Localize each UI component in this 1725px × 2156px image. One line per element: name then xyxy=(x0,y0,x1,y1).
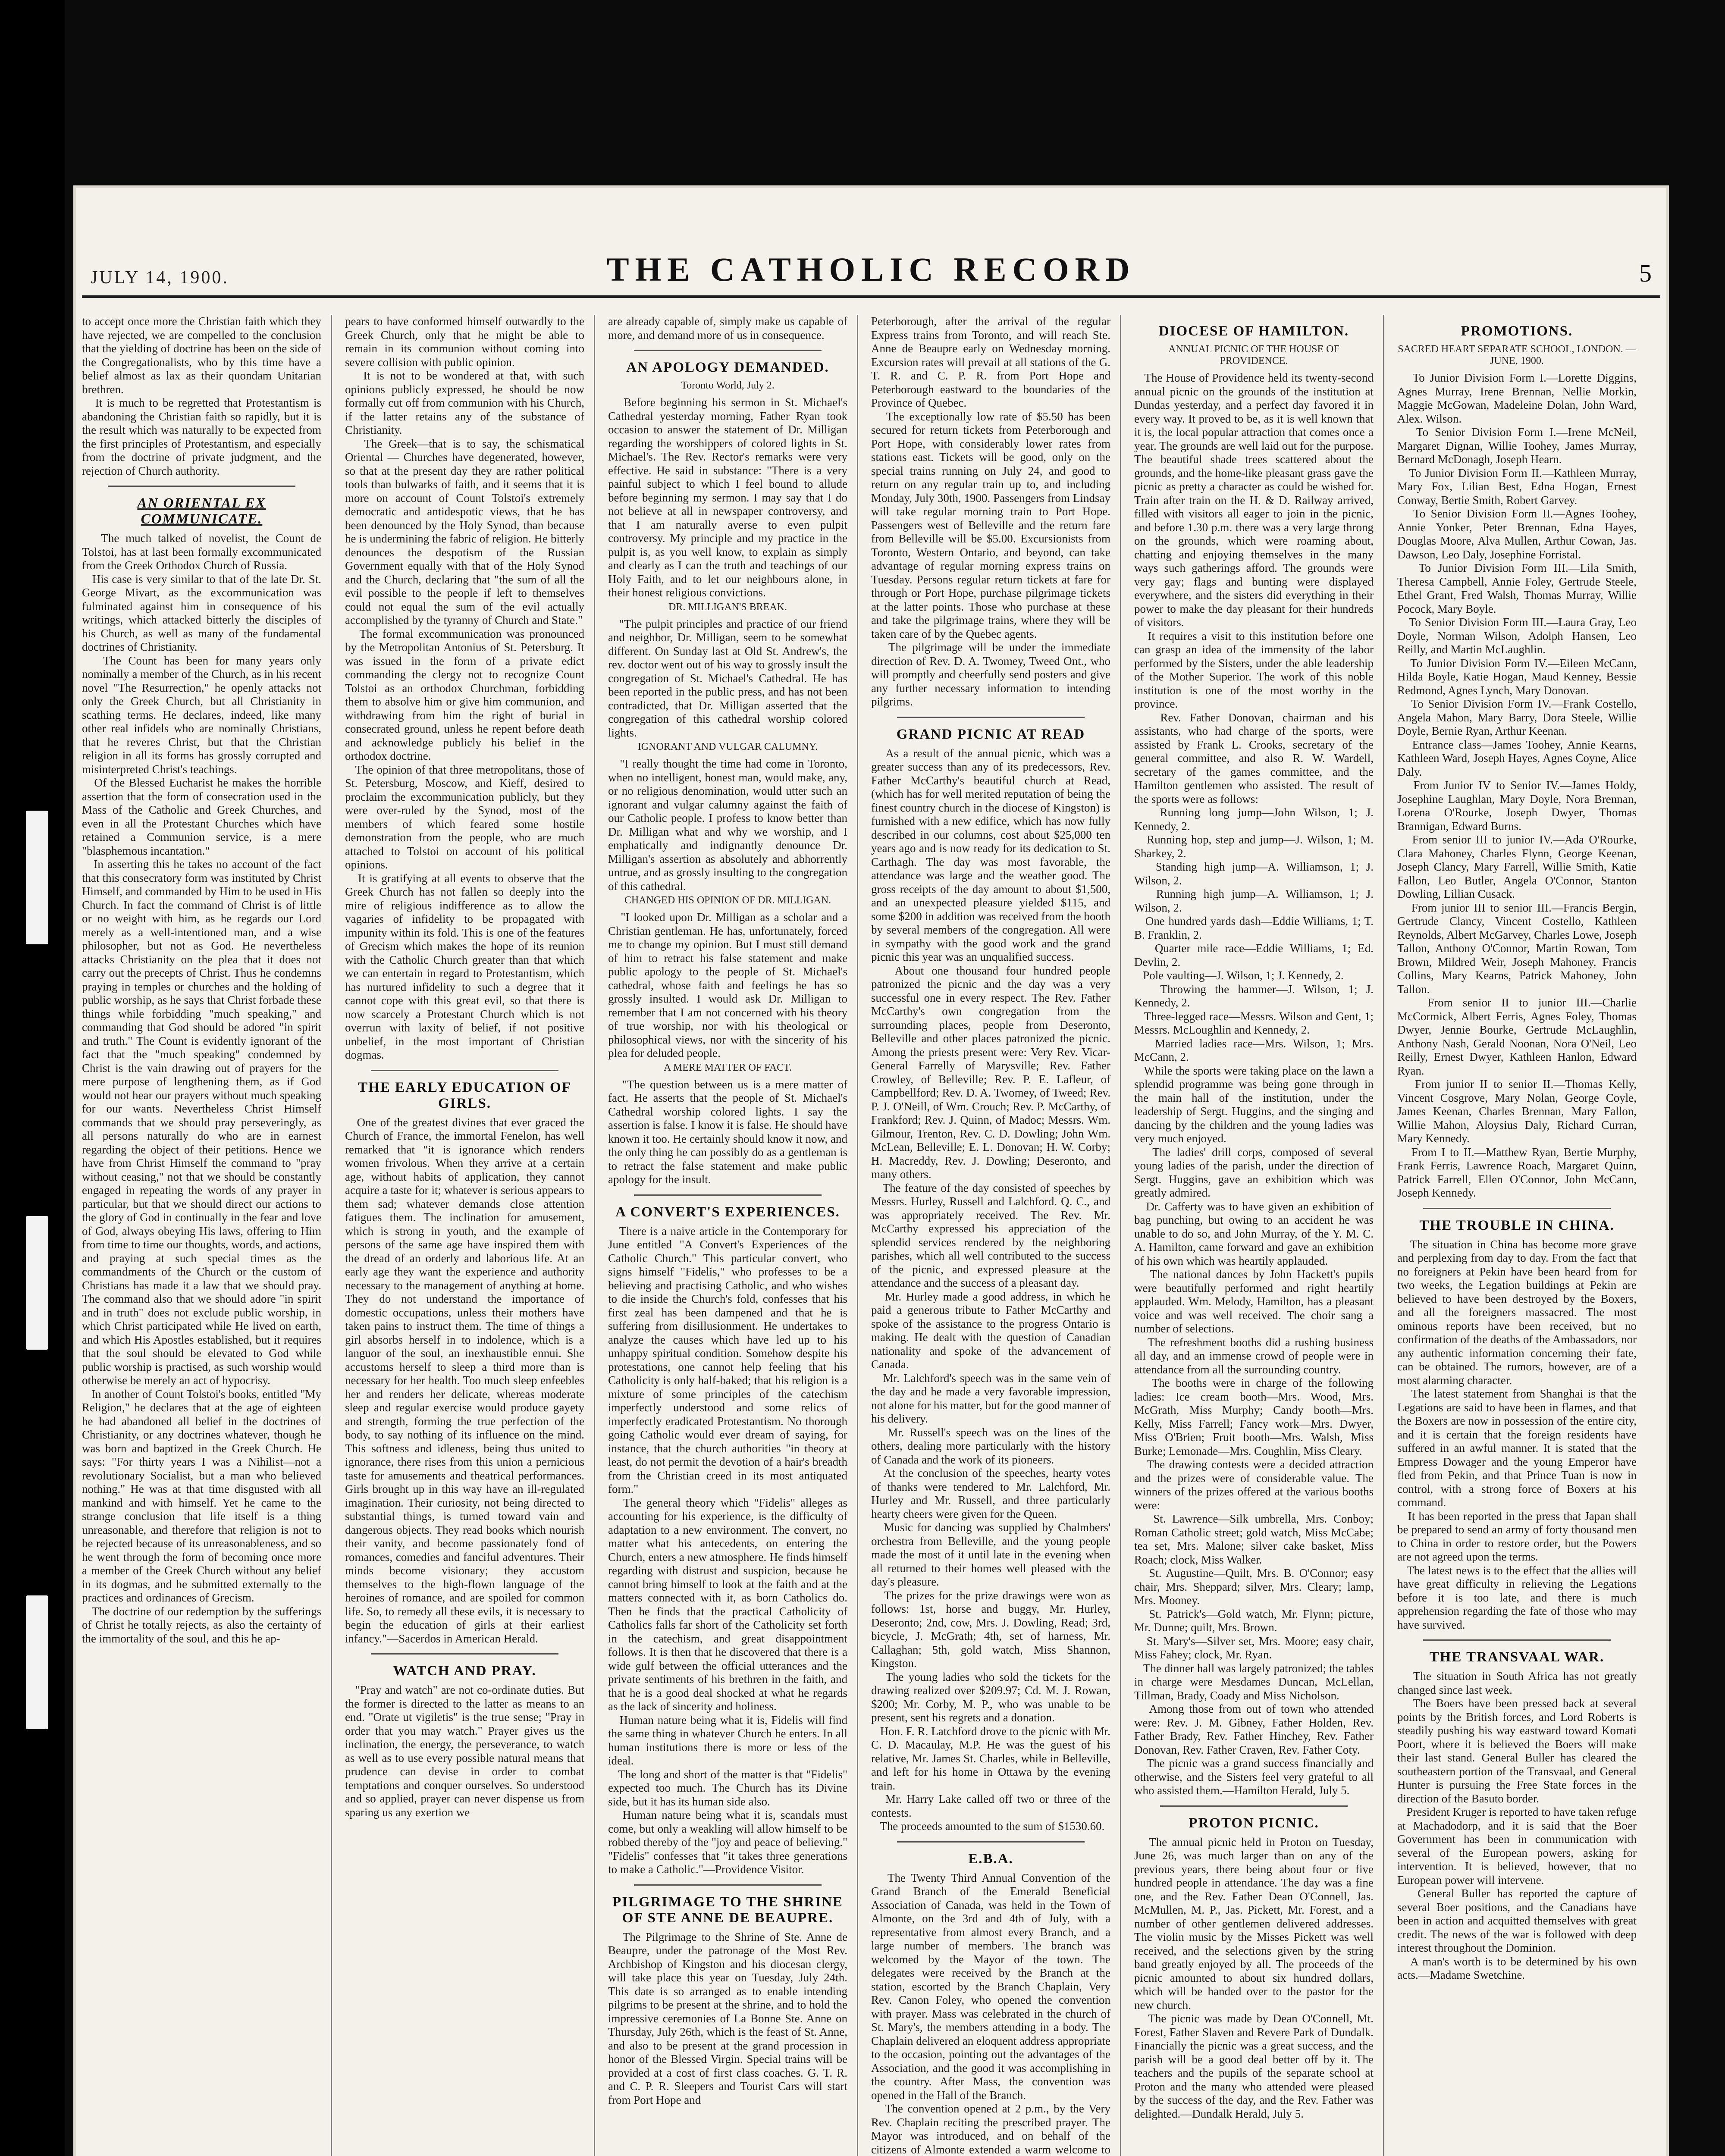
column-2 xyxy=(345,315,587,2156)
article-body: The annual picnic held in Proton on Tuesday, June 26, was much larger than on any of the previous years, there being about four or five hundred people in attendance. The day was a fine one, and the Rev. Father Dean O'Connell, Jas. McMullen, M. P., Jas. Pickett, Mr. Forest, and a number of other gentlemen delivered addresses. The violin music by the Misses Pickett was well received, and the selections given by the string band greatly enjoyed by all. The proceeds of the picnic amounted to about six hundred dollars, which will be handed over to the pastor for the new church. The picnic was made by Dean O'Connell, Mt. Forest, Father Slaven and Revere Park of Dundalk. Financially the picnic was a great success, and the parish will be a good deal better off by it. The teachers and the pupils of the separate school at Proton and the many who attended were pleased by the success of the day, and the Rev. Father was delighted.—Dundalk Herald, July 5. xyxy=(1134,1835,1374,2120)
article-subheading: SACRED HEART SEPARATE SCHOOL, LONDON. — JUNE, 1900. xyxy=(1398,344,1636,367)
article-headline: E.B.A. xyxy=(968,1851,1013,1867)
article-headline: PROMOTIONS. xyxy=(1461,323,1573,339)
article-separator xyxy=(897,1841,1085,1843)
article-body: The situation in China has become more grave and perplexing from day to day. From the fact that no foreigners at Pekin have been heard from for two weeks, the Legation buildings at Pekin are believed to have been destroyed by the Boxers, and all the foreigners massacred. The most ominous reports have been received, but no confirmation of the deaths of the Ambassadors, nor any authentic information concerning their fate, can be obtained. The rumors, however, are of a most alarming character. The latest statement from Shanghai is that the Legations are said to have been in flames, and that the Boxers are now in possession of the entire city, and it is certain that the foreign residents have suffered in an awful manner. It is stated that the Empress Dowager and the young Emperor have fled from Pekin, and that Prince Tuan is now in control, with a strong force of Boxers at his command. It has been reported in the press that Japan shall be prepared to send an army of forty thousand men to China in order to restore order, but the Powers are not agreed upon the terms. The latest news is to the effect that the allies will have great difficulty in relieving the Legations before it is too late, and there is much apprehension regarding the fate of those who may have survived. xyxy=(1397,1238,1637,1631)
article-body: "Pray and watch" are not co-ordinate duties. But the former is directed to the latter as means to an end. "Orate ut vigiletis" is the true sense; "Pray in order that you may watch." Prayer gives us the inclination, the energy, the perseverance, to watch as well as to use every possible natural means that prudence can devise in order to combat temptations and conquer ourselves. So understood and so applied, prayer can never dispense us from sparing us any exertion we xyxy=(345,1683,587,1819)
article-body: To Junior Division Form I.—Lorette Diggins, Agnes Murray, Irene Brennan, Nellie Morkin, Maggie McGowan, Madeleine Dolan, John Ward, Alex. Wilson. To Senior Division Form I.—Irene McNeil, Margaret Dignan, Willie Toohey, James Murray, Bernard McDonagh, Joseph Hearn. To Junior Division Form II.—Kathleen Murray, Mary Fox, Lilian Best, Edna Hogan, Ernest Conway, Bertie Smith, Robert Garvey. To Senior Division Form II.—Agnes Toohey, Annie Yonker, Peter Brennan, Edna Hayes, Douglas Moore, Alva Mullen, Arthur Cowan, Jas. Dawson, Leo Daly, Josephine Forristal. To Junior Division Form III.—Lila Smith, Theresa Campbell, Annie Foley, Gertrude Steele, Ethel Grant, Fred Walsh, Thomas Murray, Willie Pocock, Mary Boyle. To Senior Division Form III.—Laura Gray, Leo Doyle, Norman Wilson, Adolph Hansen, Leo Reilly, and Martin McLaughlin. To Junior Division Form IV.—Eileen McCann, Hilda Boyle, Katie Hogan, Maud Kenney, Bessie Redmond, Agnes Lynch, Mary Donovan. To Senior Division Form IV.—Frank Costello, Angela Mahon, Mary Barry, Dora Steele, Willie Doyle, Bernie Ryan, Arthur Keenan. Entrance class—James Toohey, Annie Kearns, Kathleen Ward, Joseph Hayes, Agnes Coyne, Alice Daly. From Junior IV to Senior IV.—James Holdy, Josephine Laughlan, Mary Doyle, Nora Brennan, Lorena O'Rourke, Joseph Dwyer, Thomas Brannigan, Edward Burns. From senior III to junior IV.—Ada O'Rourke, Clara Mahoney, Charles Flynn, George Keenan, Joseph Clancy, Mary Farrell, Willie Smith, Katie Fallon, Leo Butler, Angela O'Connor, Stanton Dowling, Lillian Cusack. From junior III to senior III.—Francis Bergin, Gertrude Clancy, Vincent Costello, Kathleen Reynolds, Albert McGarvey, Charles Lowe, Joseph Tallon, Anthony O'Connor, Martin Rowan, Tom Brown, Mildred Weir, Joseph Mahoney, Francis Collins, Mary Kearns, Patrick Mahoney, John Tallon. From senior II to junior III.—Charlie McCormick, Albert Ferris, Agnes Foley, Thomas Dwyer, Jennie Bourke, Gertrude McLaughlin, Anthony Nash, Gerald Noonan, Nora O'Neil, Leo Reilly, Ernest Dwyer, Kathleen Hanlon, Edward Ryan. From junior II to senior II.—Thomas Kelly, Vincent Cosgrove, Mary Nolan, George Coyle, James Keenan, Charles Brennan, Mary Fallon, Willie Mahon, Aloysius Daly, Richard Curran, Mary Kennedy. From I to II.—Matthew Ryan, Bertie Murphy, Frank Ferris, Lawrence Roach, Margaret Quinn, Patrick Farrell, Ellen O'Connor, John McCann, Joseph Kennedy. xyxy=(1397,371,1637,1199)
article-headline: GRAND PICNIC AT READ xyxy=(896,726,1085,742)
masthead-title: THE CATHOLIC RECORD xyxy=(606,251,1136,288)
scan-border xyxy=(0,0,65,2156)
article-separator xyxy=(1423,1208,1611,1209)
article-subheading: DR. MILLIGAN'S BREAK. xyxy=(668,601,787,613)
article-headline: PROTON PICNIC. xyxy=(1189,1815,1319,1831)
article-body: "I looked upon Dr. Milligan as a scholar and a Christian gentleman. He has, unfortunately, forced me to change my opinion. But I must still demand of him to retract his false statement and make public apology to the people of St. Michael's cathedral, whose faith and feelings he has so grossly insulted. I would ask Dr. Milligan to remember that I am not concerned with his theory of true worship, nor with his theological or philosophical views, nor with the sincerity of his plea for deluded people. xyxy=(608,911,850,1059)
issue-date: JULY 14, 1900. xyxy=(91,268,229,288)
article-separator xyxy=(897,717,1085,718)
article-headline: THE TRANSVAAL WAR. xyxy=(1429,1649,1605,1665)
article-separator xyxy=(371,1070,558,1071)
column-3 xyxy=(608,315,850,2156)
article-body: Before beginning his sermon in St. Michael's Cathedral yesterday morning, Father Ryan took occasion to answer the statement of Dr. Milligan regarding the worshippers of colored lights in St. Michael's. The Rev. Rector's remarks were very effective. He said in substance: "There is a very painful subject to which I feel bound to allude before beginning my sermon. I may say that I do not believe at all in newspaper controversy, and that I am naturally averse to even pulpit controversy. My principle and my practice in the pulpit is, as you well know, to explain as simply and clearly as I can the truth and teachings of our Holy Faith, and to let our neighbours alone, in their honest religious convictions. xyxy=(608,396,850,599)
column-1 xyxy=(82,315,321,2156)
column-6 xyxy=(1397,315,1637,2156)
column-divider xyxy=(1383,315,1384,2156)
column-4 xyxy=(871,315,1110,2156)
article-headline: A CONVERT'S EXPERIENCES. xyxy=(615,1204,840,1220)
article-body: "The question between us is a mere matter of fact. He asserts that the people of St. Michael's Cathedral worship colored lights. I say the assertion is false. I know it is false. He should have known it too. He certainly should know it now, and the only thing he can possibly do as a gentleman is to retract the false statement and make public apology for the insult. xyxy=(608,1078,850,1186)
article-subheading: Toronto World, July 2. xyxy=(681,380,775,391)
article-body: The Twenty Third Annual Convention of the Grand Branch of the Emerald Beneficial Association of Canada, was held in the Town of Almonte, on the 3rd and 4th of July, with a representative from almost every Branch, and a large number of members. The branch was welcomed by the Mayor of the town. The delegates were received by the Branch at the station, escorted by the Branch Chaplain, Very Rev. Canon Foley, who opened the convention with prayer. Mass was celebrated in the church of St. Mary's, the members attending in a body. The Chaplain delivered an eloquent address appropriate to the occasion, pointing out the advantages of the Association, and the good it was accomplishing in the country. After Mass, the convention was opened in the Hall of the Branch. The convention opened at 2 p.m., by the Very Rev. Chaplain reciting the prescribed prayer. The Mayor was introduced, and on behalf of the citizens of Almonte extended a warm welcome to xyxy=(871,1871,1110,2156)
article-body: are already capable of, simply make us capable of more, and demand more of us in consequence. xyxy=(608,315,850,342)
column-5 xyxy=(1134,315,1374,2156)
article-body: "The pulpit principles and practice of our friend and neighbor, Dr. Milligan, seem to be somewhat different. On Sunday last at Old St. Andrew's, the rev. doctor went out of his way to grossly insult the congregation of St. Michael's Cathedral. He has been reported in the public press, and has not been contradicted, that Dr. Milligan asserted that the congregation of this cathedral worship colored lights. xyxy=(608,617,850,739)
article-body: pears to have conformed himself outwardly to the Greek Church, only that he might be able to remain in its communion without coming into severe collision with public opinion. It is not to be wondered at that, with such opinions publicly expressed, he should be now formally cut off from communion with his Church, if the latter retains any of the substance of Christianity. The Greek—that is to say, the schismatical Oriental — Churches have degenerated, however, so that at the present day they are rather political tools than bulwarks of faith, and it seems that it is more on account of Count Tolstoi's extremely democratic and antidespotic views, that he has been denounced by the Holy Synod, than because he is undermining the fabric of religion. He bitterly denounces the despotism of the Russian Government equally with that of the Holy Synod and the Church, declaring that "the sum of all the evil possible to the people if left to themselves could not equal the sum of the evil actually accomplished by the tyranny of Church and State." The formal excommunication was pronounced by the Metropolitan Antonius of St. Petersburg. It was issued in the form of a private edict commanding the clergy not to recognize Count Tolstoi as an orthodox Churchman, forbidding them to absolve him or give him communion, and withdrawing from him the right of burial in consecrated ground, unless he repent before death and acknowledge publicly his belief in the orthodox doctrine. The opinion of that three metropolitans, those of St. Petersburg, Moscow, and Kieff, desired to proclaim the excommunication publicly, but they were over-ruled by the Synod, most of the members of which feared some hostile demonstration from the people, who are much attached to Tolstoi on account of his political opinions. It is gratifying at all events to observe that the Greek Church has not fallen so deeply into the mire of religious indifference as to allow the vagaries of infidelity to be propagated with impunity within its fold. This is one of the features of Grecism which makes the hope of its reunion with the Catholic Church greater than that which we can entertain in regard to Protestantism, which has nurtured infidelity to such a degree that it cannot cope with this great evil, so that there is now scarcely a Protestant Church which is not overrun with laxity of belief, if not positive unbelief, in the most important of Christian dogmas. xyxy=(345,315,585,1061)
newspaper-page xyxy=(73,185,1669,2156)
article-headline: AN APOLOGY DEMANDED. xyxy=(626,360,829,375)
article-body: "I really thought the time had come in Toronto, when no intelligent, honest man, would make, any, or no religious denomination, would utter such an ignorant and vulgar calumny against the faith of our Catholic people. I profess to know better than Dr. Milligan what and why we worship, and I emphatically and indignantly denounce Dr. Milligan's assertion as absolutely and abhorrently untrue, and as grossly insulting to the congregation of this cathedral. xyxy=(608,757,850,893)
article-subheading: IGNORANT AND VULGAR CALUMNY. xyxy=(637,741,818,752)
article-body: As a result of the annual picnic, which was a greater success than any of its predecessors, Rev. Father McCarthy's beautiful church at Read, (which has for well merited reputation of being the finest country church in the diocese of Kingston) is furnished with a new edifice, which has now fully described in our columns, cost about $25,000 ten years ago and is now ready for its dedication to St. Carthagh. The day was most favorable, the attendance was large and the weather good. The gross receipts of the day amount to about $1,500, and an unexpected pleasure yielded $115, and some $200 in addition was received from the booth by several members of the congregation. All were in sympathy with the good work and the grand picnic this year was an unqualified success. About one thousand four hundred people patronized the picnic and the day was a very successful one in every respect. The Rev. Father McCarthy's own congregation from the surrounding places, people from Deseronto, Belleville and other places patronized the picnic. Among the priests present were: Very Rev. Vicar-General Farrelly of Marysville; Rev. Father Crowley, of Belleville; Rev. P. E. Lafleur, of Campbellford; Rev. D. A. Twomey, of Tweed; Rev. P. J. O'Neill, of Wm. Crouch; Rev. P. McCarthy, of Frankford; Rev. J. Quinn, of Madoc; Messrs. Wm. Gilmour, Trenton, Rev. C. D. Dowling; John Wm. McLean, Belleville; E. L. Donovan; H. W. Corby; H. Macreddy, Rev. J. Dowling; Deseronto, and many others. The feature of the day consisted of speeches by Messrs. Hurley, Russell and Lalchford. Q. C., and was appropriately received. The Rev. Mr. McCarthy expressed his appreciation of the splendid services rendered by the neighboring parishes, which all well contributed to the success of the picnic, and expressed pleasure at the attendance and the success of a pleasant day. Mr. Hurley made a good address, in which he paid a generous tribute to Father McCarthy and spoke of the assistance to the progress Ontario is making. He dealt with the question of Canadian nationality and spoke of the advancement of Canada. Mr. Lalchford's speech was in the same vein of the day and he made a very favorable impression, not alone for his matter, but for the good manner of his delivery. Mr. Russell's speech was on the lines of the others, dealing more particularly with the history of Canada and the work of its pioneers. At the conclusion of the speeches, hearty votes of thanks were tendered to Mr. Lalchford, Mr. Hurley and Mr. Russell, and three particularly hearty cheers were given for the Queen. Music for dancing was supplied by Chalmbers' orchestra from Belleville, and the young people made the most of it until late in the evening when all returned to their homes well pleased with the day's pleasure. The prizes for the prize drawings were won as follows: 1st, horse and buggy, Mr. Hurley, Deseronto; 2nd, cow, Mrs. J. Dowling, Read; 3rd, bicycle, J. McGrath; 4th, set of harness, Mr. Callaghan; 5th, gold watch, Miss Shannon, Kingston. The young ladies who sold the tickets for the drawing realized over $209.97; Cd. M. J. Rowan, $200; Mr. Corby, M. P., who was unable to be present, sent his regrets and a donation. Hon. F. R. Latchford drove to the picnic with Mr. C. D. Macaulay, M.P. He was the guest of his relative, Mr. James St. Charles, while in Belleville, and left for his home in Ottawa by the evening train. Mr. Harry Lake called off two or three of the contests. The proceeds amounted to the sum of $1530.60. xyxy=(871,746,1111,1833)
article-body: The situation in South Africa has not greatly changed since last week. The Boers have been pressed back at several points by the British forces, and Lord Roberts is steadily pushing his way eastward toward Komati Poort, where it is believed the Boers will make their last stand. General Buller has cleared the southeastern portion of the Transvaal, and General Hunter is pursuing the Free State forces in the direction of the Basuto border. President Kruger is reported to have taken refuge at Machadodorp, and it is said that the Boer Government has been in communication with several of the European powers, asking for intervention. It is believed, however, that no European power will intervene. General Buller has reported the capture of several Boer positions, and the Canadians have been in action and acquitted themselves with great credit. The news of the war is followed with deep interest throughout the Dominion. A man's worth is to be determined by his own acts.—Madame Swetchine. xyxy=(1397,1670,1637,1981)
article-body: The House of Providence held its twenty-second annual picnic on the grounds of the institution at Dundas yesterday, and a perfect day favored it in every way. It proved to be, as it is well known that it is, the local popular attraction that comes once a year. The grounds are well laid out for the purpose. The beautiful shade trees scattered about the grounds, and the home-like pleasant grass gave the picnic as pretty a character as could be wished for. Train after train on the H. & D. Railway arrived, filled with visitors all eager to join in the picnic, and before 1.30 p.m. there was a very large throng on the grounds, which were roaming about, chatting and enjoying themselves in the many ways such gatherings afford. The grounds were very gay; flags and bunting were displayed everywhere, and the sisters did everything in their power to make the day pleasant for their hundreds of visitors. It requires a visit to this institution before one can grasp an idea of the immensity of the labor performed by the Sisters, under the able leadership of the Mother Superior. The work of this noble institution is one of the most worthy in the province. Rev. Father Donovan, chairman and his assistants, who had charge of the sports, were assisted by Frank L. Crooks, secretary of the general committee, and also R. W. Wardell, secretary of the games committee, and the Hamilton gentlemen who assisted. The result of the sports were as follows: Running long jump—John Wilson, 1; J. Kennedy, 2. Running hop, step and jump—J. Wilson, 1; M. Sharkey, 2. Standing high jump—A. Williamson, 1; J. Wilson, 2. Running high jump—A. Williamson, 1; J. Wilson, 2. One hundred yards dash—Eddie Williams, 1; T. B. Franklin, 2. Quarter mile race—Eddie Williams, 1; Ed. Devlin, 2. Pole vaulting—J. Wilson, 1; J. Kennedy, 2. Throwing the hammer—J. Wilson, 1; J. Kennedy, 2. Three-legged race—Messrs. Wilson and Gent, 1; Messrs. McLoughlin and Kennedy, 2. Married ladies race—Mrs. Wilson, 1; Mrs. McCann, 2. While the sports were taking place on the lawn a splendid programme was being gone through in the main hall of the institution, under the leadership of Sergt. Huggins, and the singing and dancing by the children and the young ladies was very much enjoyed. The ladies' drill corps, composed of several young ladies of the parish, under the direction of Sergt. Huggins, gave an exhibition which was greatly admired. Dr. Cafferty was to have given an exhibition of bag punching, but owing to an accident he was unable to do so, and John Murray, of the Y. M. C. A. Hamilton, came forward and gave an exhibition of his own which was heartily applauded. The national dances by John Hackett's pupils were beautifully performed and right heartily applauded. Wm. Melody, Hamilton, has a pleasant voice and was well received. The choir sang a number of selections. The refreshment booths did a rushing business all day, and an immense crowd of people were in attendance from all the surrounding country. The booths were in charge of the following ladies: Ice cream booth—Mrs. Wood, Mrs. McGrath, Miss Murphy; Candy booth—Mrs. Kelly, Miss Farrell; Fancy work—Mrs. Dwyer, Miss O'Brien; Fruit booth—Mrs. Walsh, Miss Burke; Lemonade—Mrs. Coughlin, Miss Cleary. The drawing contests were a decided attraction and the prizes were of considerable value. The winners of the prizes offered at the various booths were: St. Lawrence—Silk umbrella, Mrs. Conboy; Roman Catholic street; gold watch, Miss McCabe; tea set, Mrs. Malone; silver cake basket, Miss Roach; clock, Miss Walker. St. Augustine—Quilt, Mrs. B. O'Connor; easy chair, Mrs. Sheppard; silver, Mrs. Cleary; lamp, Mrs. Mooney. St. Patrick's—Gold watch, Mr. Flynn; picture, Mr. Dunne; quilt, Mrs. Brown. St. Mary's—Silver set, Mrs. Moore; easy chair, Miss Fahey; clock, Mr. Ryan. The dinner hall was largely patronized; the tables in charge were Mesdames Duncan, McLellan, Tillman, Brady, Coady and Miss Nicholson. Among those from out of town who attended were: Rev. J. M. Gibney, Father Holden, Rev. Father Brady, Rev. Father Hinchey, Rev. Father Donovan, Rev. Father Craven, Rev. Father Coty. The picnic was a grand success financially and otherwise, and the Sisters feel very grateful to all who assisted them.—Hamilton Herald, July 5. xyxy=(1134,371,1374,1797)
article-body: to accept once more the Christian faith which they have rejected, we are compelled to the conclusion that the yielding of doctrine has been on the side of the Congregationalists, who by this time have a belief almost as lax as their quondam Unitarian brethren. It is much to be regretted that Protestantism is abandoning the Christian faith so rapidly, but it is the result which was naturally to be expected from the first principles of Protestantism, and especially from the doctrine of private judgment, and the rejection of Church authority. xyxy=(82,315,322,477)
article-body: The much talked of novelist, the Count de Tolstoi, has at last been formally excommunicated from the Greek Orthodox Church of Russia. His case is very similar to that of the late Dr. St. George Mivart, as the excommunication was fulminated against him in consequence of his writings, which attacked bitterly the disciples of his Church, as well as many of the fundamental doctrines of Christianity. The Count has been for many years only nominally a member of the Church, as in his recent novel "The Resurrection," he openly attacks not only the Greek Church, but all Christianity in scathing terms. He declares, indeed, like many other real infidels who are nominally Christians, that he reveres Christ, but that the Christian religion in all its forms has grossly corrupted and misinterpreted Christ's teachings. Of the Blessed Eucharist he makes the horrible assertion that the form of consecration used in the Mass of the Catholic and Greek Churches, and even in all the Protestant Churches which have retained a Communion service, is a mere "blasphemous incantation." In asserting this he takes no account of the fact that this consecratory form was instituted by Christ Himself, and commanded by Him to be used in His Church. In fact the command of Christ is of little or no weight with him, as he regards our Lord merely as a well-intentioned man, and a wise philosopher, but not as God. He nevertheless attacks Christianity on the plea that it does not carry out the precepts of Christ. Thus he condemns praying in temples or churches and the holding of public worship, as he says that Christ forbade these things while forbidding "much speaking," and commanding that God should be adored "in spirit and truth." The Count is evidently ignorant of the fact that the "much speaking" condemned by Christ is the vain drawing out of prayers for the mere purpose of lengthening them, as if God would not hear our prayers without much speaking for our wants. Nevertheless Christ Himself commands that we should pray perseveringly, as all persons naturally do who are in earnest regarding the object of their petitions. Hence we have from Christ Himself the command to "pray without ceasing," not that we should be constantly engaged in repeating the words of any prayer in particular, but that we should direct our actions to the glory of God in continually in the fear and love of God, always obeying His laws, offering to Him from time to time our thoughts, words, and actions, and praying at such special times as the commandments of the Church or the custom of Christians has made it a law that we should pray. The command also that we should adore "in spirit and in truth" does not exclude public worship, in which Christ participated while He lived on earth, and which His Apostles established, but it requires that the soul should be elevated to God while public worship is practised, as such worship would otherwise be merely an act of hypocrisy. In another of Count Tolstoi's books, entitled "My Religion," he declares that at the age of eighteen he had abandoned all belief in the doctrines of Christianity, or any doctrines whatever, though he was born and baptized in the Greek Church. He says: "For thirty years I was a Nihilist—not a revolutionary Socialist, but a man who believed nothing." He was at that time disgusted with all mankind and with himself. Yet he came to the strange conclusion that life itself is a thing unreasonable, and therefore that religion is not to be rejected because of its unreasonableness, and so he went through the form of becoming once more a member of the Greek Church without any belief in its dogmas, and he submitted externally to the practices and ordinances of Grecism. The doctrine of our redemption by the sufferings of Christ he totally rejects, as also the certainty of the immortality of the soul, and this he ap- xyxy=(82,532,322,1645)
article-headline: THE TROUBLE IN CHINA. xyxy=(1419,1217,1615,1233)
column-divider xyxy=(594,315,595,2156)
article-separator xyxy=(634,1884,822,1886)
page-number: 5 xyxy=(1639,259,1652,287)
article-headline: DIOCESE OF HAMILTON. xyxy=(1158,323,1349,339)
header-rule xyxy=(82,295,1660,298)
article-headline: THE EARLY EDUCATION OF GIRLS. xyxy=(358,1079,571,1111)
article-subheading: ANNUAL PICNIC OF THE HOUSE OF PROVIDENCE. xyxy=(1168,344,1339,367)
article-separator xyxy=(108,486,295,487)
article-separator xyxy=(1423,1639,1611,1641)
scan-strip xyxy=(26,811,48,944)
article-separator xyxy=(634,350,822,351)
column-divider xyxy=(857,315,858,2156)
article-body: One of the greatest divines that ever graced the Church of France, the immortal Fenelon, has well remarked that "it is ignorance which renders women frivolous. When they arrive at a certain age, without habits of application, they cannot acquire a taste for it; whatever is serious appears to them sad; whatever demands close attention fatigues them. The inclination for amusement, which is strong in youth, and the example of persons of the same age have inspired them with the dread of an orderly and laborious life. At an early age they want the experience and authority necessary to the management of anything at home. They do not understand the importance of domestic occupations, unless their mothers have taken pains to instruct them. The time of things a girl absorbs herself in to indolence, which is a languor of the soul, an inexhaustible ennui. She accustoms herself to sleep a third more than is necessary for her health. Too much sleep enfeebles her and renders her delicate, whereas moderate sleep and regular exercise would produce gayety and strength, forming the true perfection of the body, to say nothing of its influence on the mind. This softness and idleness, being thus united to ignorance, there rises from this union a pernicious taste for amusements and theatrical performances. Girls brought up in this way have an ill-regulated imagination. Their curiosity, not being directed to substantial things, is turned toward vain and dangerous objects. They read books which nourish their vanity, and become passionately fond of romances, comedies and fanciful adventures. Their minds become visionary; they accustom themselves to the high-flown language of the heroines of romance, and are spoiled for common life. So, to remedy all these evils, it is necessary to begin the education of girls at their earliest infancy."—Sacerdos in American Herald. xyxy=(345,1116,587,1645)
article-separator xyxy=(634,1194,822,1196)
article-headline: PILGRIMAGE TO THE SHRINE OF STE ANNE DE BEAUPRE. xyxy=(612,1894,843,1926)
article-subheading: A MERE MATTER OF FACT. xyxy=(663,1062,792,1073)
column-divider xyxy=(331,315,332,2156)
article-body: Peterborough, after the arrival of the regular Express trains from Toronto, and will reach Ste. Anne de Beaupre early on Wednesday morning. Excursion rates will prevail at all stations of the G. T. R. and C. P. R. from Port Hope and Peterborough eastward to the boundaries of the Province of Quebec. The exceptionally low rate of $5.50 has been secured for return tickets from Peterborough and Port Hope, with considerably lower rates from stations east. Tickets will be good, only on the special trains running on July 24, and good to return on any regular train up to, and including Monday, July 30th, 1900. Passengers from Lindsay will take regular morning train to Port Hope. Passengers west of Belleville and the return fare from Belleville will be $5.00. Excursionists from Toronto, Western Ontario, and beyond, can take advantage of regular morning express trains on Tuesday. Persons regular return tickets at fare for through or Port Hope, purchase pilgrimage tickets at the latter points. Those who purchase at these and take the pilgrimage trains, where they will be taken care of by the Quebec agents. The pilgrimage will be under the immediate direction of Rev. D. A. Twomey, Tweed Ont., who will promptly and cheerfully send posters and give any further necessary information to intending pilgrims. xyxy=(871,315,1110,708)
article-headline: WATCH AND PRAY. xyxy=(393,1663,536,1679)
article-separator xyxy=(1160,1805,1348,1807)
article-separator xyxy=(371,1653,558,1655)
article-subheading: CHANGED HIS OPINION OF DR. MILLIGAN. xyxy=(624,895,831,906)
scan-strip xyxy=(26,1595,48,1729)
column-divider xyxy=(1120,315,1121,2156)
article-headline: AN ORIENTAL EX COMMUNICATE. xyxy=(137,495,266,527)
page-header xyxy=(73,250,1669,289)
scan-strip xyxy=(26,1216,48,1350)
article-body: There is a naive article in the Contemporary for June entitled "A Convert's Experiences of the Catholic Church." This particular convert, who signs himself "Fidelis," who professes to be a believing and practising Catholic, and who wishes to die inside the Church's fold, confesses that his first zeal has been dampened and that he is suffering from disillusionment. He undertakes to analyze the causes which have led up to his unhappy spiritual condition. Somehow despite his protestations, one cannot help feeling that his Catholicity is only half-baked; that his religion is a mixture of some principles of the catechism imperfectly understood and some relics of imperfectly eradicated Protestantism. No thorough going Catholic would ever dream of saying, for instance, that the church authorities "in theory at least, do not permit the devotion of a hair's breadth from the Christian creed in its most antiquated form." The general theory which "Fidelis" alleges as accounting for his experience, is the difficulty of adaptation to a new environment. The convert, no matter what his antecedents, on entering the Church, enters a new atmosphere. He finds himself regarding with distrust and suspicion, because he cannot bring himself to look at the faith and at the matters connected with it, as born Catholics do. Then he finds that the practical Catholicity of Catholics falls far short of the Catholicity set forth in the catechism, and great disappointment follows. It is then that he discovered that there is a wide gulf between the official utterances and the private sentiments of his brethren in the faith, and that he is a good deal shocked at what he regards as the lack of sincerity and holiness. Human nature being what it is, Fidelis will find the same thing in whatever Church he enters. In all human institutions there is more or less of the ideal. The long and short of the matter is that "Fidelis" expected too much. The Church has its Divine side, but it has its human side also. Human nature being what it is, scandals must come, but only a weakling will allow himself to be robbed thereby of the "joy and peace of believing." "Fidelis" confesses that "it takes three generations to make a Catholic."—Providence Visitor. xyxy=(608,1224,848,1876)
article-body: The Pilgrimage to the Shrine of Ste. Anne de Beaupre, under the patronage of the Most Rev. Archbishop of Kingston and his diocesan clergy, will take place this year on Tuesday, July 24th. This date is so arranged as to enable intending pilgrims to be present at the shrine, and to hold the impressive ceremonies of La Bonne Ste. Anne on Thursday, July 26th, which is the feast of St. Anne, and also to be present at the grand procession in honor of the Blessed Virgin. Special trains will be provided at a cost of first class coaches. G. T. R. and C. P. R. Sleepers and Tourist Cars will start from Port Hope and xyxy=(608,1930,850,2106)
